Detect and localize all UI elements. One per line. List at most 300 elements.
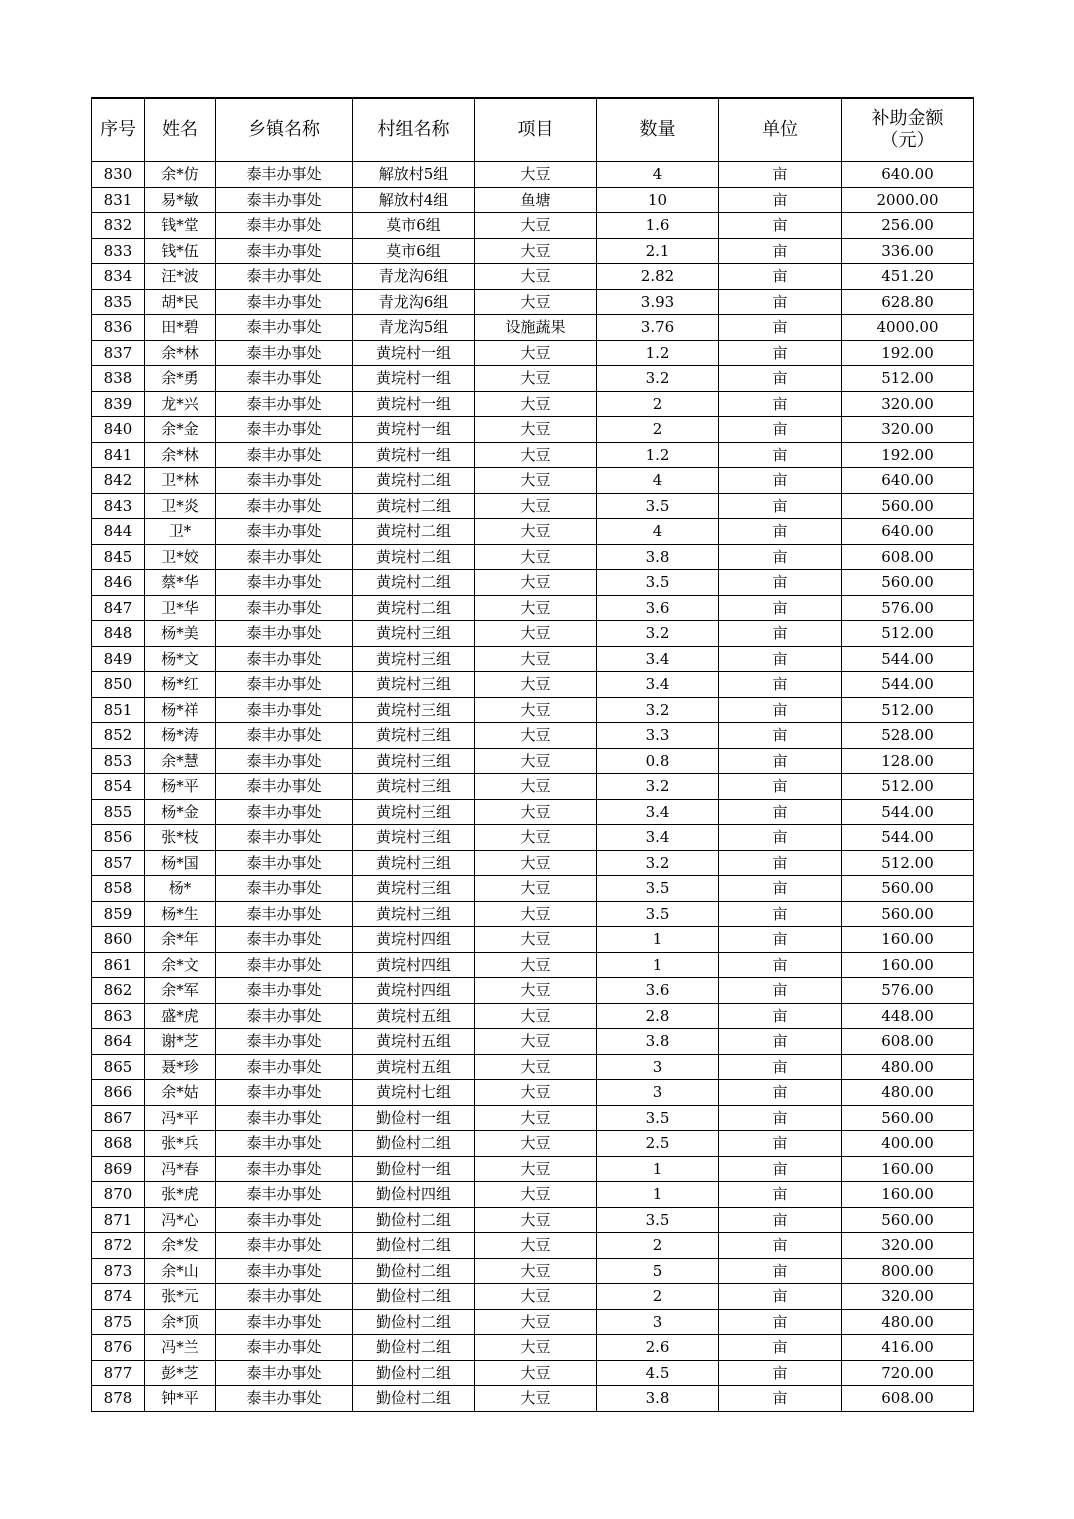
cell-name: 余*军 (145, 978, 216, 1004)
cell-town: 泰丰办事处 (216, 646, 353, 672)
header-index: 序号 (92, 98, 145, 162)
cell-village: 黄垸村三组 (353, 825, 475, 851)
cell-index: 832 (92, 213, 145, 239)
cell-village: 黄垸村三组 (353, 799, 475, 825)
table-row (92, 1309, 974, 1335)
table-row (92, 1131, 974, 1157)
cell-index: 860 (92, 927, 145, 953)
cell-quantity: 1 (597, 952, 719, 978)
cell-item: 大豆 (475, 1182, 597, 1208)
cell-village: 勤俭村二组 (353, 1386, 475, 1412)
cell-index: 874 (92, 1284, 145, 1310)
subsidy-table (91, 97, 974, 1412)
cell-item: 大豆 (475, 162, 597, 188)
header-item: 项目 (475, 98, 597, 162)
cell-name: 龙*兴 (145, 391, 216, 417)
table-row (92, 519, 974, 545)
cell-subsidy: 128.00 (842, 748, 974, 774)
cell-quantity: 3.8 (597, 544, 719, 570)
cell-index: 830 (92, 162, 145, 188)
cell-quantity: 3.5 (597, 493, 719, 519)
table-row (92, 493, 974, 519)
cell-town: 泰丰办事处 (216, 162, 353, 188)
cell-village: 黄垸村三组 (353, 723, 475, 749)
cell-town: 泰丰办事处 (216, 876, 353, 902)
cell-name: 余*姑 (145, 1080, 216, 1106)
cell-subsidy: 448.00 (842, 1003, 974, 1029)
cell-village: 黄垸村三组 (353, 901, 475, 927)
header-subsidy-line1: 补助金额 (871, 108, 944, 129)
cell-unit: 亩 (719, 544, 842, 570)
cell-name: 余*林 (145, 340, 216, 366)
cell-unit: 亩 (719, 187, 842, 213)
cell-village: 黄垸村七组 (353, 1080, 475, 1106)
cell-village: 莫市6组 (353, 238, 475, 264)
cell-index: 841 (92, 442, 145, 468)
cell-village: 黄垸村五组 (353, 1029, 475, 1055)
cell-item: 大豆 (475, 1131, 597, 1157)
cell-subsidy: 480.00 (842, 1309, 974, 1335)
cell-name: 杨*国 (145, 850, 216, 876)
cell-subsidy: 192.00 (842, 442, 974, 468)
table-row (92, 417, 974, 443)
cell-town: 泰丰办事处 (216, 1182, 353, 1208)
cell-village: 黄垸村四组 (353, 978, 475, 1004)
table-row (92, 366, 974, 392)
cell-town: 泰丰办事处 (216, 340, 353, 366)
cell-index: 861 (92, 952, 145, 978)
cell-quantity: 1 (597, 1182, 719, 1208)
cell-unit: 亩 (719, 621, 842, 647)
cell-item: 大豆 (475, 340, 597, 366)
cell-unit: 亩 (719, 1284, 842, 1310)
cell-unit: 亩 (719, 366, 842, 392)
table-row (92, 570, 974, 596)
cell-name: 钱*堂 (145, 213, 216, 239)
cell-village: 勤俭村二组 (353, 1233, 475, 1259)
cell-town: 泰丰办事处 (216, 1105, 353, 1131)
cell-town: 泰丰办事处 (216, 366, 353, 392)
cell-index: 853 (92, 748, 145, 774)
table-row (92, 672, 974, 698)
cell-index: 850 (92, 672, 145, 698)
cell-quantity: 3.6 (597, 978, 719, 1004)
cell-village: 黄垸村三组 (353, 672, 475, 698)
cell-item: 大豆 (475, 366, 597, 392)
table-row (92, 442, 974, 468)
cell-item: 大豆 (475, 1080, 597, 1106)
cell-village: 黄垸村三组 (353, 748, 475, 774)
cell-item: 大豆 (475, 442, 597, 468)
cell-item: 大豆 (475, 544, 597, 570)
table-row (92, 391, 974, 417)
cell-subsidy: 416.00 (842, 1335, 974, 1361)
cell-town: 泰丰办事处 (216, 417, 353, 443)
cell-town: 泰丰办事处 (216, 468, 353, 494)
cell-index: 840 (92, 417, 145, 443)
cell-unit: 亩 (719, 1182, 842, 1208)
cell-quantity: 3.4 (597, 672, 719, 698)
cell-item: 大豆 (475, 1054, 597, 1080)
cell-item: 大豆 (475, 850, 597, 876)
cell-name: 余*金 (145, 417, 216, 443)
cell-name: 杨*祥 (145, 697, 216, 723)
table-row (92, 1258, 974, 1284)
cell-quantity: 4 (597, 468, 719, 494)
table-row (92, 621, 974, 647)
cell-quantity: 10 (597, 187, 719, 213)
cell-subsidy: 480.00 (842, 1080, 974, 1106)
cell-village: 青龙沟6组 (353, 289, 475, 315)
cell-name: 谢*芝 (145, 1029, 216, 1055)
cell-subsidy: 720.00 (842, 1360, 974, 1386)
cell-subsidy: 560.00 (842, 1105, 974, 1131)
table-row (92, 1182, 974, 1208)
cell-index: 866 (92, 1080, 145, 1106)
cell-town: 泰丰办事处 (216, 264, 353, 290)
cell-quantity: 0.8 (597, 748, 719, 774)
cell-subsidy: 544.00 (842, 799, 974, 825)
cell-village: 勤俭村二组 (353, 1258, 475, 1284)
cell-unit: 亩 (719, 1335, 842, 1361)
cell-index: 835 (92, 289, 145, 315)
cell-unit: 亩 (719, 493, 842, 519)
cell-name: 钟*平 (145, 1386, 216, 1412)
cell-village: 黄垸村二组 (353, 468, 475, 494)
table-row (92, 1029, 974, 1055)
cell-unit: 亩 (719, 1156, 842, 1182)
cell-name: 余*山 (145, 1258, 216, 1284)
cell-quantity: 3.2 (597, 621, 719, 647)
cell-unit: 亩 (719, 289, 842, 315)
cell-subsidy: 628.80 (842, 289, 974, 315)
cell-quantity: 2 (597, 391, 719, 417)
cell-item: 大豆 (475, 646, 597, 672)
cell-name: 冯*心 (145, 1207, 216, 1233)
cell-unit: 亩 (719, 315, 842, 341)
cell-village: 勤俭村二组 (353, 1360, 475, 1386)
cell-village: 黄垸村二组 (353, 570, 475, 596)
cell-village: 解放村5组 (353, 162, 475, 188)
cell-item: 大豆 (475, 1386, 597, 1412)
cell-quantity: 2 (597, 1233, 719, 1259)
cell-village: 青龙沟6组 (353, 264, 475, 290)
cell-name: 余*仿 (145, 162, 216, 188)
cell-index: 858 (92, 876, 145, 902)
cell-unit: 亩 (719, 978, 842, 1004)
table-row (92, 646, 974, 672)
cell-town: 泰丰办事处 (216, 187, 353, 213)
cell-unit: 亩 (719, 799, 842, 825)
cell-subsidy: 160.00 (842, 1156, 974, 1182)
header-town: 乡镇名称 (216, 98, 353, 162)
table-row (92, 1233, 974, 1259)
cell-town: 泰丰办事处 (216, 1309, 353, 1335)
cell-index: 865 (92, 1054, 145, 1080)
cell-unit: 亩 (719, 519, 842, 545)
cell-item: 大豆 (475, 1360, 597, 1386)
table-row (92, 544, 974, 570)
cell-name: 张*兵 (145, 1131, 216, 1157)
cell-index: 873 (92, 1258, 145, 1284)
cell-town: 泰丰办事处 (216, 1335, 353, 1361)
cell-subsidy: 544.00 (842, 646, 974, 672)
cell-item: 大豆 (475, 570, 597, 596)
header-subsidy-line2: （元） (880, 130, 935, 151)
cell-town: 泰丰办事处 (216, 493, 353, 519)
cell-subsidy: 608.00 (842, 544, 974, 570)
cell-index: 876 (92, 1335, 145, 1361)
cell-subsidy: 480.00 (842, 1054, 974, 1080)
table-row (92, 162, 974, 188)
cell-unit: 亩 (719, 442, 842, 468)
cell-name: 钱*伍 (145, 238, 216, 264)
header-subsidy (842, 98, 974, 162)
cell-town: 泰丰办事处 (216, 697, 353, 723)
cell-name: 杨* (145, 876, 216, 902)
cell-subsidy: 544.00 (842, 825, 974, 851)
cell-subsidy: 640.00 (842, 162, 974, 188)
table-row (92, 850, 974, 876)
cell-town: 泰丰办事处 (216, 570, 353, 596)
cell-name: 张*枝 (145, 825, 216, 851)
table-row (92, 774, 974, 800)
cell-index: 871 (92, 1207, 145, 1233)
cell-subsidy: 336.00 (842, 238, 974, 264)
cell-unit: 亩 (719, 876, 842, 902)
cell-index: 878 (92, 1386, 145, 1412)
cell-town: 泰丰办事处 (216, 1054, 353, 1080)
cell-quantity: 3.4 (597, 646, 719, 672)
cell-quantity: 1.6 (597, 213, 719, 239)
cell-village: 黄垸村一组 (353, 340, 475, 366)
cell-index: 869 (92, 1156, 145, 1182)
cell-quantity: 3.4 (597, 799, 719, 825)
cell-town: 泰丰办事处 (216, 1080, 353, 1106)
cell-town: 泰丰办事处 (216, 1156, 353, 1182)
cell-name: 余*慧 (145, 748, 216, 774)
cell-quantity: 2 (597, 1284, 719, 1310)
cell-unit: 亩 (719, 748, 842, 774)
cell-subsidy: 256.00 (842, 213, 974, 239)
table-row (92, 1335, 974, 1361)
cell-item: 大豆 (475, 1156, 597, 1182)
cell-item: 大豆 (475, 289, 597, 315)
cell-name: 聂*珍 (145, 1054, 216, 1080)
cell-unit: 亩 (719, 391, 842, 417)
cell-index: 857 (92, 850, 145, 876)
cell-name: 张*元 (145, 1284, 216, 1310)
cell-index: 859 (92, 901, 145, 927)
cell-index: 875 (92, 1309, 145, 1335)
cell-unit: 亩 (719, 1080, 842, 1106)
cell-subsidy: 560.00 (842, 901, 974, 927)
cell-town: 泰丰办事处 (216, 1360, 353, 1386)
cell-quantity: 4 (597, 519, 719, 545)
cell-subsidy: 640.00 (842, 468, 974, 494)
table-row (92, 340, 974, 366)
cell-index: 836 (92, 315, 145, 341)
cell-village: 黄垸村四组 (353, 952, 475, 978)
cell-index: 862 (92, 978, 145, 1004)
cell-subsidy: 512.00 (842, 621, 974, 647)
cell-quantity: 2.6 (597, 1335, 719, 1361)
cell-quantity: 2.8 (597, 1003, 719, 1029)
cell-unit: 亩 (719, 1233, 842, 1259)
table-row (92, 238, 974, 264)
cell-subsidy: 576.00 (842, 978, 974, 1004)
cell-village: 黄垸村一组 (353, 417, 475, 443)
cell-unit: 亩 (719, 723, 842, 749)
table-row (92, 978, 974, 1004)
cell-village: 莫市6组 (353, 213, 475, 239)
cell-village: 勤俭村二组 (353, 1309, 475, 1335)
header-row (92, 98, 974, 162)
cell-subsidy: 2000.00 (842, 187, 974, 213)
table-row (92, 468, 974, 494)
cell-unit: 亩 (719, 1105, 842, 1131)
cell-town: 泰丰办事处 (216, 238, 353, 264)
cell-item: 大豆 (475, 697, 597, 723)
cell-unit: 亩 (719, 901, 842, 927)
cell-village: 勤俭村一组 (353, 1105, 475, 1131)
cell-quantity: 3.2 (597, 850, 719, 876)
cell-quantity: 1 (597, 927, 719, 953)
cell-name: 冯*春 (145, 1156, 216, 1182)
cell-item: 大豆 (475, 723, 597, 749)
cell-name: 卫* (145, 519, 216, 545)
table-row (92, 723, 974, 749)
cell-item: 大豆 (475, 978, 597, 1004)
cell-item: 大豆 (475, 952, 597, 978)
cell-subsidy: 320.00 (842, 417, 974, 443)
cell-unit: 亩 (719, 340, 842, 366)
cell-unit: 亩 (719, 238, 842, 264)
cell-town: 泰丰办事处 (216, 519, 353, 545)
cell-item: 大豆 (475, 1258, 597, 1284)
cell-subsidy: 160.00 (842, 1182, 974, 1208)
cell-village: 青龙沟5组 (353, 315, 475, 341)
cell-quantity: 3.5 (597, 876, 719, 902)
cell-subsidy: 800.00 (842, 1258, 974, 1284)
cell-index: 849 (92, 646, 145, 672)
cell-name: 盛*虎 (145, 1003, 216, 1029)
cell-item: 大豆 (475, 417, 597, 443)
cell-index: 843 (92, 493, 145, 519)
cell-quantity: 3 (597, 1309, 719, 1335)
table-row (92, 1360, 974, 1386)
cell-item: 大豆 (475, 901, 597, 927)
cell-index: 838 (92, 366, 145, 392)
cell-town: 泰丰办事处 (216, 774, 353, 800)
cell-item: 大豆 (475, 1003, 597, 1029)
cell-unit: 亩 (719, 850, 842, 876)
header-quantity: 数量 (597, 98, 719, 162)
cell-town: 泰丰办事处 (216, 289, 353, 315)
table-row (92, 1207, 974, 1233)
cell-name: 蔡*华 (145, 570, 216, 596)
cell-index: 864 (92, 1029, 145, 1055)
cell-name: 冯*平 (145, 1105, 216, 1131)
table-row (92, 289, 974, 315)
cell-town: 泰丰办事处 (216, 544, 353, 570)
cell-index: 852 (92, 723, 145, 749)
cell-quantity: 3.5 (597, 901, 719, 927)
cell-item: 设施蔬果 (475, 315, 597, 341)
cell-name: 易*敏 (145, 187, 216, 213)
cell-village: 解放村4组 (353, 187, 475, 213)
cell-town: 泰丰办事处 (216, 1131, 353, 1157)
cell-village: 黄垸村三组 (353, 774, 475, 800)
cell-name: 胡*民 (145, 289, 216, 315)
cell-town: 泰丰办事处 (216, 621, 353, 647)
cell-unit: 亩 (719, 952, 842, 978)
cell-item: 大豆 (475, 1335, 597, 1361)
cell-town: 泰丰办事处 (216, 825, 353, 851)
cell-village: 黄垸村五组 (353, 1003, 475, 1029)
cell-name: 田*碧 (145, 315, 216, 341)
cell-item: 大豆 (475, 264, 597, 290)
cell-index: 877 (92, 1360, 145, 1386)
cell-village: 黄垸村三组 (353, 697, 475, 723)
cell-item: 大豆 (475, 1233, 597, 1259)
cell-index: 868 (92, 1131, 145, 1157)
cell-index: 837 (92, 340, 145, 366)
cell-subsidy: 608.00 (842, 1029, 974, 1055)
cell-item: 鱼塘 (475, 187, 597, 213)
cell-unit: 亩 (719, 1309, 842, 1335)
cell-town: 泰丰办事处 (216, 799, 353, 825)
cell-town: 泰丰办事处 (216, 850, 353, 876)
cell-quantity: 3.8 (597, 1029, 719, 1055)
cell-village: 勤俭村四组 (353, 1182, 475, 1208)
cell-unit: 亩 (719, 1386, 842, 1412)
cell-item: 大豆 (475, 1284, 597, 1310)
cell-item: 大豆 (475, 1309, 597, 1335)
cell-unit: 亩 (719, 417, 842, 443)
cell-town: 泰丰办事处 (216, 1284, 353, 1310)
cell-subsidy: 560.00 (842, 493, 974, 519)
cell-unit: 亩 (719, 264, 842, 290)
cell-quantity: 1 (597, 1156, 719, 1182)
header-unit: 单位 (719, 98, 842, 162)
cell-unit: 亩 (719, 1029, 842, 1055)
table-row (92, 315, 974, 341)
cell-town: 泰丰办事处 (216, 315, 353, 341)
cell-index: 834 (92, 264, 145, 290)
cell-subsidy: 560.00 (842, 570, 974, 596)
table-row (92, 927, 974, 953)
cell-town: 泰丰办事处 (216, 213, 353, 239)
cell-town: 泰丰办事处 (216, 901, 353, 927)
cell-index: 833 (92, 238, 145, 264)
cell-village: 黄垸村二组 (353, 595, 475, 621)
cell-subsidy: 160.00 (842, 927, 974, 953)
cell-town: 泰丰办事处 (216, 952, 353, 978)
cell-index: 856 (92, 825, 145, 851)
cell-village: 黄垸村三组 (353, 621, 475, 647)
cell-item: 大豆 (475, 213, 597, 239)
cell-index: 872 (92, 1233, 145, 1259)
cell-item: 大豆 (475, 774, 597, 800)
cell-name: 余*文 (145, 952, 216, 978)
cell-village: 勤俭村二组 (353, 1335, 475, 1361)
cell-unit: 亩 (719, 697, 842, 723)
cell-name: 卫*林 (145, 468, 216, 494)
cell-index: 867 (92, 1105, 145, 1131)
cell-name: 余*勇 (145, 366, 216, 392)
cell-index: 854 (92, 774, 145, 800)
